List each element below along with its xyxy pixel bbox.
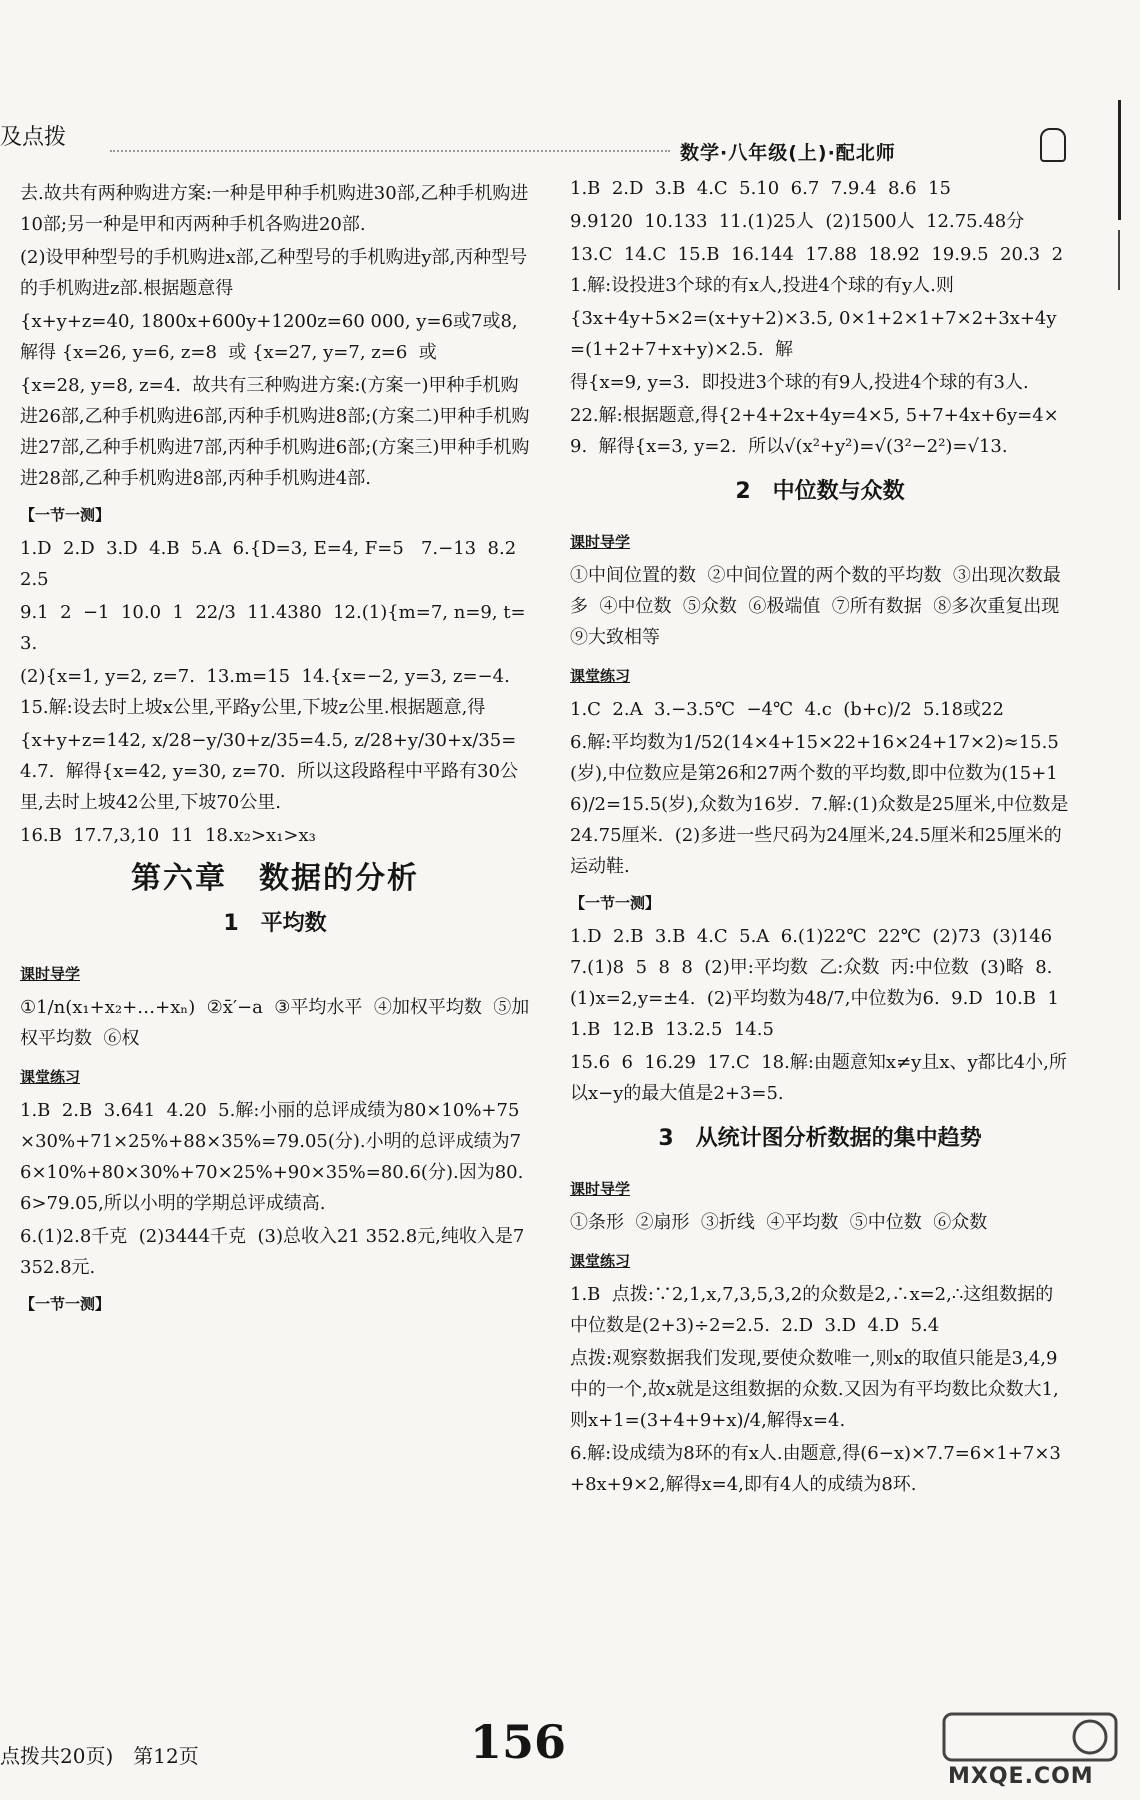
test-section-label: 【一节一测】 <box>570 894 661 912</box>
answer-paragraph: 1.B 点拨:∵2,1,x,7,3,5,3,2的众数是2,∴x=2,∴这组数据的中位数是(2+3)÷2=2.5. 2.D 3.D 4.D 5.4 <box>570 1284 1054 1336</box>
answer-paragraph: 15.6 6 16.29 17.C 18.解:由题意知x≠y且x、y都比4小,所以x−y的最大值是2+3=5. <box>570 1052 1067 1104</box>
test-section-label: 【一节一测】 <box>20 1295 111 1313</box>
page-edge-bar <box>1118 100 1121 220</box>
answer-paragraph: 1.C 2.A 3.−3.5℃ −4℃ 4.c (b+c)/2 5.18或22 <box>570 699 1004 720</box>
subsection-label: 课堂练习 <box>20 1068 81 1086</box>
answer-paragraph: (2){x=1, y=2, z=7. 13.m=15 14.{x=−2, y=3, z=−4. 15.解:设去时上坡x公里,平路y公里,下坡z公里.根据题意,得 <box>20 666 522 718</box>
subsection-wrapper <box>570 521 1070 560</box>
page-number: 156 <box>470 1715 567 1769</box>
subsection-wrapper <box>570 655 1070 694</box>
answer-paragraph: 6.解:平均数为1/52(14×4+15×22+16×24+17×2)≈15.5(岁),中位数应是第26和27两个数的平均数,即中位数为(15+16)/2=15.5(岁),众数为16岁. 7.解:(1)众数是25厘米,中位数是24.75厘米. (2)多进一些尺码为24厘米,24.5厘米和25厘米的运动鞋. <box>570 732 1069 877</box>
footer-page-info: 点拨共20页) 第12页 <box>0 1744 199 1768</box>
answer-paragraph: ①条形 ②扇形 ③折线 ④平均数 ⑤中位数 ⑥众数 <box>570 1212 988 1233</box>
test-section-label: 【一节一测】 <box>20 506 111 524</box>
answer-paragraph: {3x+4y+5×2=(x+y+2)×3.5, 0×1+2×1+7×2+3x+4y=(1+2+7+x+y)×2.5. 解 <box>570 308 1057 360</box>
answer-paragraph: ①中间位置的数 ②中间位置的两个数的平均数 ③出现次数最多 ④中位数 ⑤众数 ⑥极端值 ⑦所有数据 ⑧多次重复出现 ⑨大致相等 <box>570 565 1071 648</box>
answer-paragraph: {x+y+z=40, 1800x+600y+1200z=60 000, y=6或7或8, 解得 {x=26, y=6, z=8 或 {x=27, y=7, z=6 或 <box>20 311 530 363</box>
watermark-text: MXQE.COM <box>948 1764 1094 1789</box>
answer-paragraph: 9.1 2 −1 10.0 1 22/3 11.4380 12.(1){m=7, n=9, t=3. <box>20 602 526 654</box>
answer-paragraph: 去.故共有两种购进方案:一种是甲种手机购进30部,乙种手机购进10部;另一种是甲和丙两种手机各购进20部. <box>20 183 529 235</box>
answer-paragraph: 22.解:根据题意,得{2+4+2x+4y=4×5, 5+7+4x+6y=4×9. 解得{x=3, y=2. 所以√(x²+y²)=√(3²−2²)=√13. <box>570 405 1059 457</box>
thumbs-up-icon <box>1040 128 1066 162</box>
answer-paragraph: 1.B 2.D 3.B 4.C 5.10 6.7 7.9.4 8.6 15 <box>570 178 951 199</box>
header-left-text: 及点拨 <box>0 125 67 150</box>
answer-paragraph: 得{x=9, y=3. 即投进3个球的有9人,投进4个球的有3人. <box>570 372 1029 393</box>
subsection-wrapper <box>570 1240 1070 1279</box>
subsection-label: 课时导学 <box>570 1180 631 1198</box>
subsection-wrapper <box>20 953 530 992</box>
answer-paragraph: {x=28, y=8, z=4. 故共有三种购进方案:(方案一)甲种手机购进26部,乙种手机购进6部,丙种手机购进8部;(方案二)甲种手机购进27部,乙种手机购进7部,丙种手机购进6部;(方案三)甲种手机购进28部,乙种手机购进8部,丙种手机购进4部. <box>20 375 530 489</box>
answer-paragraph: 16.B 17.7,3,10 11 18.x₂>x₁>x₃ <box>20 825 316 846</box>
header-right-title: 数学·八年级(上)·配北师 <box>680 142 896 164</box>
answer-paragraph: (2)设甲种型号的手机购进x部,乙种型号的手机购进y部,丙种型号的手机购进z部.根据题意得 <box>20 247 528 299</box>
section-title: 2 中位数与众数 <box>735 479 905 504</box>
section-title: 3 从统计图分析数据的集中趋势 <box>658 1126 982 1151</box>
subsection-label: 课堂练习 <box>570 1252 631 1270</box>
subsection-wrapper <box>20 1056 530 1095</box>
answer-paragraph: 1.B 2.B 3.641 4.20 5.解:小丽的总评成绩为80×10%+75×30%+71×25%+88×35%=79.05(分).小明的总评成绩为76×10%+80×30%+70×25%+90×35%=80.6(分).因为80.6>79.05,所以小明的学期总评成绩高. <box>20 1100 524 1214</box>
subsection-label: 课时导学 <box>570 533 631 551</box>
answer-paragraph: 6.解:设成绩为8环的有x人.由题意,得(6−x)×7.7=6×1+7×3+8x+9×2,解得x=4,即有4人的成绩为8环. <box>570 1443 1061 1495</box>
subsection-label: 课堂练习 <box>570 667 631 685</box>
answer-paragraph: 1.D 2.D 3.D 4.B 5.A 6.{D=3, E=4, F=5 7.−13 8.22.5 <box>20 538 517 590</box>
answer-paragraph: 9.9120 10.133 11.(1)25人 (2)1500人 12.75.48分 <box>570 211 1025 232</box>
subsection-wrapper <box>570 1168 1070 1207</box>
right-column <box>570 173 1070 1502</box>
answer-paragraph: ①1/n(x₁+x₂+…+xₙ) ②x̄′−a ③平均水平 ④加权平均数 ⑤加权平均数 ⑥权 <box>20 997 530 1049</box>
section-title: 1 平均数 <box>223 911 327 936</box>
chapter-title: 第六章 数据的分析 <box>131 861 419 896</box>
left-column <box>20 178 530 1322</box>
header-divider <box>110 150 670 152</box>
subsection-label: 课时导学 <box>20 965 81 983</box>
answer-paragraph: 点拨:观察数据我们发现,要使众数唯一,则x的取值只能是3,4,9中的一个,故x就是这组数据的众数.又因为有平均数比众数大1,则x+1=(3+4+9+x)/4,解得x=4. <box>570 1348 1059 1431</box>
answer-paragraph: 6.(1)2.8千克 (2)3444千克 (3)总收入21 352.8元,纯收入是7352.8元. <box>20 1226 525 1278</box>
answer-paragraph: 13.C 14.C 15.B 16.144 17.88 18.92 19.9.5 20.3 21.解:设投进3个球的有x人,投进4个球的有y人.则 <box>570 244 1064 296</box>
page-edge-bar <box>1118 230 1120 290</box>
answer-paragraph: 1.D 2.B 3.B 4.C 5.A 6.(1)22℃ 22℃ (2)73 (3)146 7.(1)8 5 8 8 (2)甲:平均数 乙:众数 丙:中位数 (3)略 8.(1)x=2,y=±4. (2)平均数为48/7,中位数为6. 9.D 10.B 11.B 12.B 13.2.5 14.5 <box>570 926 1064 1040</box>
answer-paragraph: {x+y+z=142, x/28−y/30+z/35=4.5, z/28+y/30+x/35=4.7. 解得{x=42, y=30, z=70. 所以这段路程中平路有30公里,去时上坡42公里,下坡70公里. <box>20 730 518 813</box>
